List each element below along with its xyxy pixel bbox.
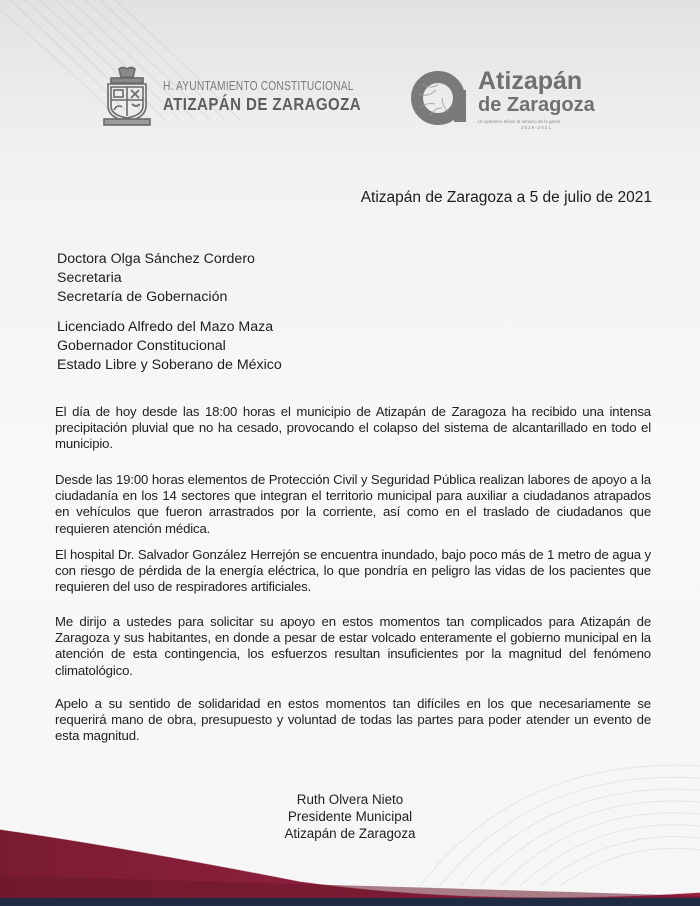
addressee-title: Gobernador Constitucional	[57, 338, 226, 354]
body-paragraph: Apelo a su sentido de solidaridad en estos momentos tan difíciles en los que necesariamente se requerirá mano de obra, presupuesto y voluntad de todas las partes para poder atender un evento de esta magnitud.	[55, 696, 651, 744]
signatory-name: Ruth Olvera Nieto	[296, 792, 404, 807]
signatory-title: Presidente Municipal	[287, 809, 413, 824]
ayuntamiento-title: ATIZAPÁN DE ZARAGOZA	[163, 94, 362, 114]
addressee-office: Estado Libre y Soberano de México	[57, 357, 282, 373]
letter-date: Atizapán de Zaragoza a 5 de julio de 2021	[360, 189, 652, 206]
coat-of-arms-icon	[103, 66, 151, 128]
brand-name-line1: Atizapán	[478, 67, 583, 95]
ayuntamiento-logo	[103, 66, 395, 128]
brand-tagline: Un gobierno eficaz al servicio de la gente	[478, 119, 561, 124]
addressee-title: Secretaria	[57, 270, 122, 286]
addressee-office: Secretaría de Gobernación	[57, 289, 228, 305]
addressee-name: Licenciado Alfredo del Mazo Maza	[57, 319, 274, 335]
addressee-name: Doctora Olga Sánchez Cordero	[57, 251, 255, 267]
body-paragraph: Me dirijo a ustedes para solicitar su apoyo en estos momentos tan complicados para Atizapán de Zaragoza y sus habitantes, en donde a pesar de estar volcado enteramente el gobierno municipal en la atención de esta contingencia, los esfuerzos resultan insuficientes por la magnitud del fenómeno climatológico.	[55, 614, 651, 678]
signatory-place: Atizapán de Zaragoza	[284, 826, 416, 841]
atizapan-a-logo-icon	[410, 68, 470, 128]
atizapan-brand-logo	[410, 68, 595, 131]
addressee-block	[57, 318, 282, 375]
body-paragraph: El día de hoy desde las 18:00 horas el municipio de Atizapán de Zaragoza ha recibido una intensa precipitación pluvial que no ha cesado, provocando el colapso del sistema de alcantarillado en todo el municipio.	[55, 404, 651, 452]
signature-block	[250, 791, 450, 842]
addressee-block	[57, 250, 255, 307]
body-paragraph: Desde las 19:00 horas elementos de Protección Civil y Seguridad Pública realizan labores de apoyo a la ciudadanía en los 14 sectores que integran el territorio municipal para auxiliar a ciudadanos atrapados en vehículos que fueron arrastrados por la corriente, así como en el traslado de ciudadanos que requieren atención médica.	[55, 472, 651, 536]
body-paragraph: El hospital Dr. Salvador González Herrejón se encuentra inundado, bajo poco más de 1 metro de agua y con riesgo de pérdida de la energía eléctrica, lo que pondría en peligro las vidas de los pacientes que requieren del uso de respiradores artificiales.	[55, 547, 651, 595]
brand-years: 2019-2021	[521, 125, 552, 130]
brand-name-line2: de Zaragoza	[478, 94, 595, 116]
ayuntamiento-subtitle: H. AYUNTAMIENTO CONSTITUCIONAL	[163, 79, 354, 93]
